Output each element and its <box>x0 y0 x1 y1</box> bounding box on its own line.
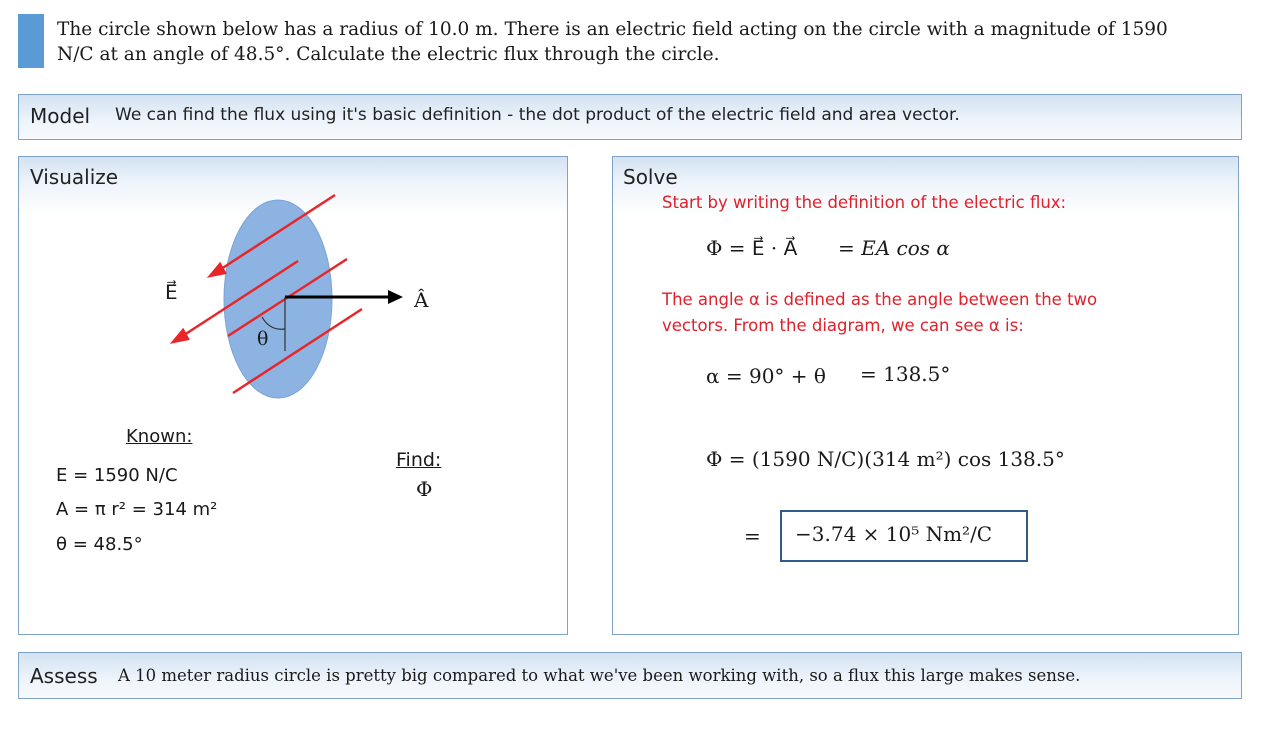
answer-value: −3.74 × 10⁵ Nm²/C <box>795 522 993 546</box>
solve-panel <box>612 156 1239 635</box>
equation-alpha: α = 90° + θ <box>706 364 826 388</box>
problem-statement: The circle shown below has a radius of 10.0 m. There is an electric field acting on the circle with a magnitude of 1590 N/C at an angle of 48.5°. Calculate the electric flux through the circle. <box>57 19 1168 65</box>
field-arrowhead-2 <box>173 330 188 342</box>
model-text: We can find the flux using it's basic definition - the dot product of the electric field and area vector. <box>115 105 960 125</box>
solve-note-angle-line1: The angle α is defined as the angle between the two <box>662 290 1098 309</box>
equation-result-equals: = <box>744 524 761 548</box>
known-item-a: A = π r² = 314 m² <box>56 499 218 520</box>
equation-alpha-value: = 138.5° <box>860 362 951 386</box>
angle-label: θ <box>257 328 269 350</box>
problem-accent-bar <box>18 14 44 68</box>
area-label: Â <box>414 288 429 312</box>
model-panel <box>18 94 1242 140</box>
solve-heading: Solve <box>623 165 678 189</box>
field-arrowhead-1 <box>210 264 225 276</box>
area-vector-head <box>388 290 403 304</box>
find-heading: Find: <box>396 449 442 471</box>
equation-flux-expanded: = EA cos α <box>838 236 950 260</box>
solve-note-definition: Start by writing the definition of the electric flux: <box>662 193 1067 212</box>
known-item-theta: θ = 48.5° <box>56 534 143 555</box>
solve-note-angle-line2: vectors. From the diagram, we can see α is: <box>662 316 1024 335</box>
equation-flux-definition: Φ = E⃗ · A⃗ <box>706 236 798 260</box>
model-heading: Model <box>30 104 91 128</box>
field-label: E⃗ <box>165 280 178 304</box>
assess-panel <box>18 652 1242 699</box>
known-heading: Known: <box>126 426 193 447</box>
equation-flux-substituted: Φ = (1590 N/C)(314 m²) cos 138.5° <box>706 447 1065 471</box>
find-symbol: Φ <box>416 477 433 501</box>
flux-diagram <box>150 185 450 410</box>
known-item-e: E = 1590 N/C <box>56 465 178 486</box>
assess-heading: Assess <box>30 664 98 688</box>
visualize-heading: Visualize <box>30 165 119 189</box>
assess-text: A 10 meter radius circle is pretty big compared to what we've been working with, so a flux this large makes sense. <box>118 666 1081 685</box>
